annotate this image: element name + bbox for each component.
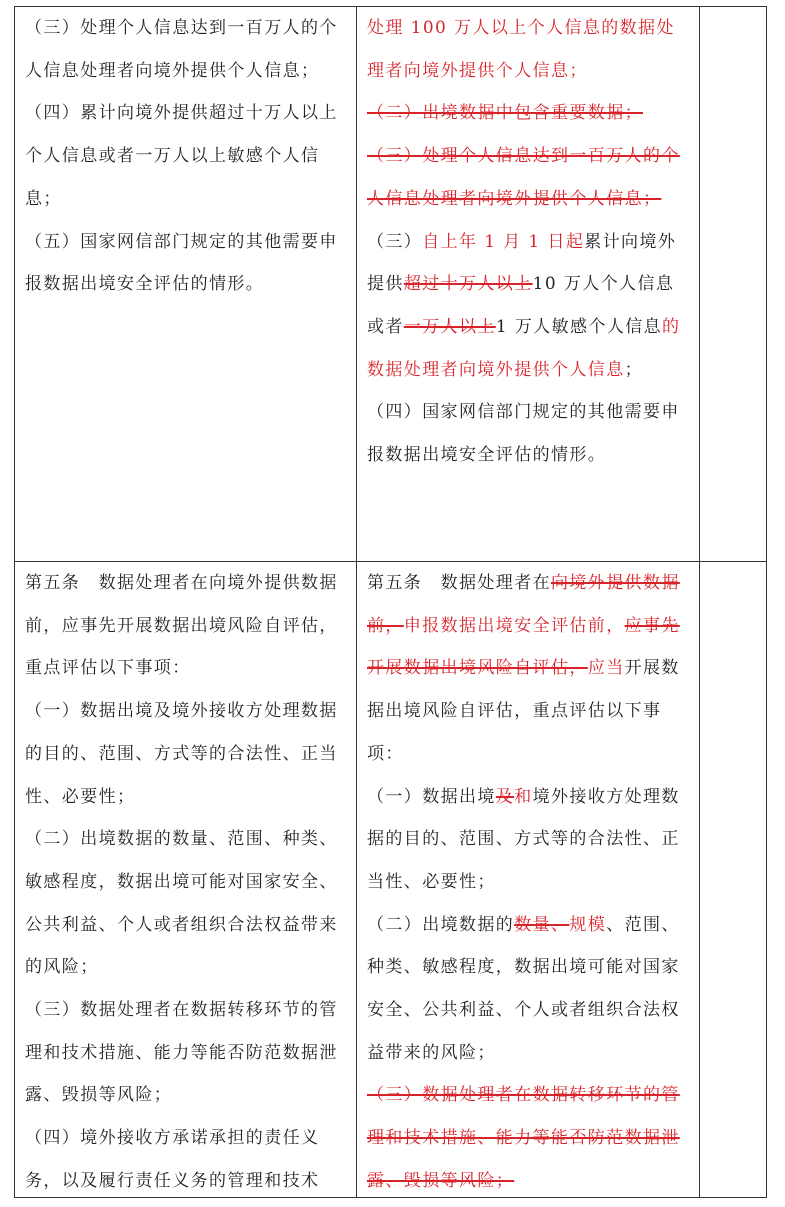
text-run: （三）数据处理者在数据转移环节的管理和技术措施、能力等能否防范数据泄露、毁损等风险； [25, 1000, 338, 1106]
paragraph [25, 690, 346, 818]
text-run: 累计向境外提供 [367, 231, 677, 295]
deleted-text: 一万人以上 [403, 316, 496, 337]
paragraph [25, 818, 346, 989]
text-run: （四）境外接收方承诺承担的责任义务，以及履行责任义务的管理和技术 [25, 1128, 320, 1191]
text-run: 、范围、种类、敏感程度，数据出境可能对国家安全、公共利益、个人或者组织合法权益带来的风险； [367, 914, 680, 1063]
text-run: （三） [367, 231, 423, 252]
text-run: 第五条 数据处理者在向境外提供数据前，应事先开展数据出境风险自评估，重点评估以下事项： [25, 573, 338, 679]
paragraph [25, 221, 346, 306]
paragraph [25, 562, 346, 690]
comparison-table [14, 6, 767, 1198]
paragraph [367, 1074, 689, 1202]
inserted-text: 规模 [569, 914, 607, 935]
inserted-text: 自上年 1 月 1 日起 [422, 231, 585, 252]
deleted-text: （二）出境数据中包含重要数据； [367, 103, 643, 124]
text-run: （四）累计向境外提供超过十万人以上个人信息或者一万人以上敏感个人信息； [25, 103, 338, 209]
inserted-text: 处理 100 万人以上个人信息的数据处理者向境外提供个人信息； [367, 18, 675, 81]
deleted-text: （三）处理个人信息达到一百万人的个人信息处理者向境外提供个人信息； [367, 146, 680, 209]
text-run: 1 万人敏感个人信息 [495, 316, 663, 337]
row2-revised-cell [357, 562, 699, 1203]
column-divider-2 [699, 7, 700, 1197]
paragraph [367, 904, 689, 1075]
text-run: （一）数据出境 [367, 786, 496, 807]
deleted-text: 及 [495, 786, 515, 807]
deleted-text: 数量、 [514, 914, 570, 935]
paragraph [25, 92, 346, 220]
paragraph [25, 1117, 346, 1202]
paragraph [367, 776, 689, 904]
paragraph [367, 7, 689, 92]
deleted-text: 应事先开展数据出境风险自评估， [367, 615, 680, 679]
row2-original-cell [15, 562, 356, 1203]
inserted-text: 应当 [587, 658, 625, 679]
text-run: （五）国家网信部门规定的其他需要申报数据出境安全评估的情形。 [25, 231, 338, 295]
paragraph [367, 562, 689, 776]
deleted-text: 向境外提供数据前， [367, 573, 680, 636]
inserted-text: 申报数据出境安全评估前， [403, 615, 625, 636]
text-run: 第五条 数据处理者在 [367, 573, 551, 593]
row1-revised-cell [357, 7, 699, 477]
paragraph [367, 135, 689, 220]
inserted-text: 和 [514, 786, 533, 807]
text-run: （四）国家网信部门规定的其他需要申报数据出境安全评估的情形。 [367, 402, 680, 466]
row1-original-cell [15, 7, 356, 306]
text-run: 境外接收方处理数据的目的、范围、方式等的合法性、正当性、必要性； [367, 786, 680, 892]
paragraph [367, 92, 689, 135]
text-run: （三）处理个人信息达到一百万人的个人信息处理者向境外提供个人信息； [25, 18, 338, 81]
deleted-text: （三）数据处理者在数据转移环节的管理和技术措施、能力等能否防范数据泄露、毁损等风险； [367, 1085, 680, 1191]
paragraph [25, 989, 346, 1117]
text-run: （一）数据出境及境外接收方处理数据的目的、范围、方式等的合法性、正当性、必要性； [25, 701, 338, 807]
text-run: 开展数据出境风险自评估，重点评估以下事项： [367, 658, 680, 764]
inserted-text: 的数据处理者向境外提供个人信息 [367, 316, 681, 380]
text-run: （二）出境数据的数量、范围、种类、敏感程度，数据出境可能对国家安全、公共利益、个人或者组织合法权益带来的风险； [25, 829, 338, 978]
deleted-text: 超过十万人以上 [403, 274, 533, 295]
paragraph [367, 391, 689, 476]
text-run: ； [624, 359, 644, 380]
paragraph [25, 7, 346, 92]
paragraph [367, 221, 689, 392]
text-run: （二）出境数据的 [367, 914, 515, 935]
text-run: 10 万人个人信息或者 [367, 274, 675, 337]
